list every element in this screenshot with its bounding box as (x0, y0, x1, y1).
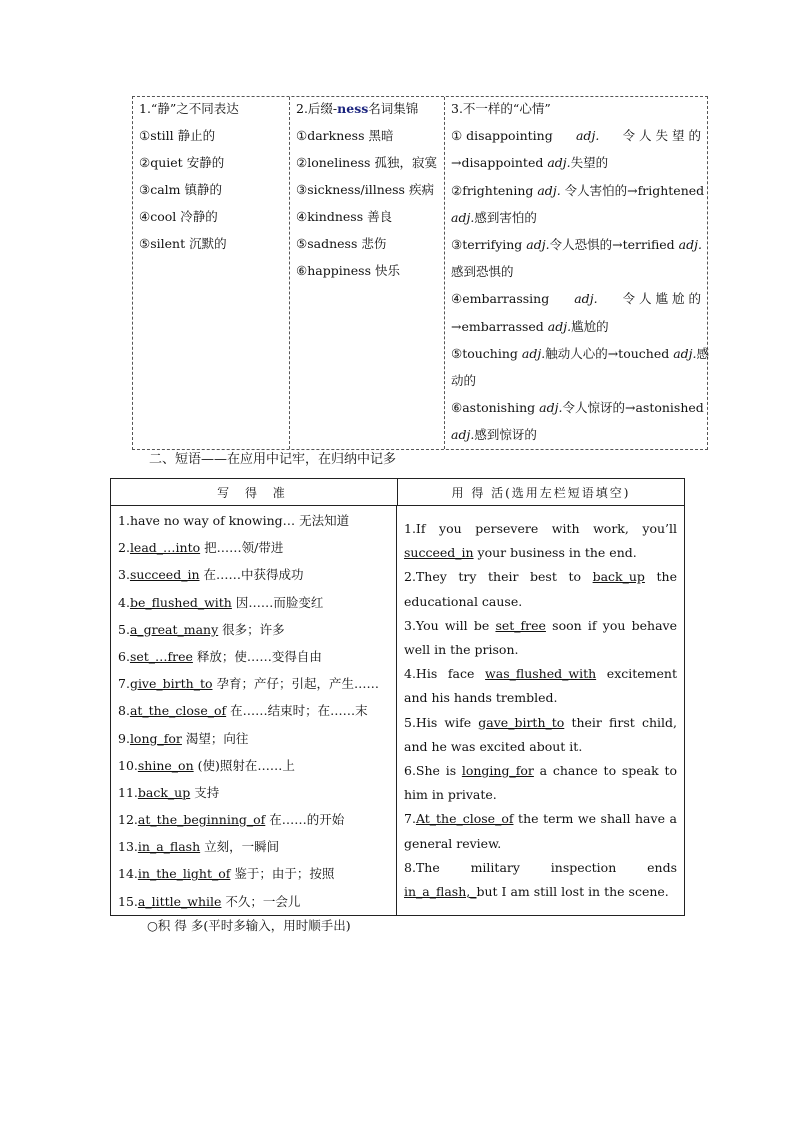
vocab-word: still (150, 128, 174, 143)
vocab-mood-line (451, 344, 710, 371)
sentence-answer: At_the_close_of (415, 811, 514, 827)
vocab-text: 令 人 尴 尬 的 (622, 291, 701, 307)
sentence-answer: longing_for (461, 763, 534, 779)
phrase-english: long_for (129, 730, 182, 746)
vocab-word: quiet (150, 155, 183, 170)
phrase-chinese: 孕育；产仔；引起，产生…… (216, 676, 379, 692)
phrase-english: shine_on (137, 757, 194, 773)
vocab-text: 动的 (451, 372, 477, 388)
vocab-text: 令人惊讶的→astonished (562, 400, 704, 416)
phrase-number: 10. (118, 757, 138, 773)
sentence-text: 1.If you persevere with work, you’ll (404, 521, 677, 536)
sentence-text: 3.You will be (404, 617, 496, 633)
pos-tag: adj. (537, 182, 561, 198)
sentence-list (397, 506, 684, 916)
vocab-mood-line (451, 181, 705, 208)
sentence-answer: back_up (592, 569, 645, 585)
vocab-text: 尴尬的 (571, 318, 609, 334)
exercise-sentence (404, 565, 677, 613)
phrase-number: 12. (118, 812, 138, 828)
vocab-col-title: 3.不一样的“心情” (451, 101, 551, 116)
sentence-text: excitement and his hands trembled. (404, 666, 677, 706)
phrase-number: 9. (118, 730, 130, 746)
phrase-number: 7. (118, 676, 130, 692)
vocab-num: ① (139, 128, 151, 143)
vocab-word: sadness (307, 236, 358, 251)
vocab-text: →embarrassed (451, 318, 548, 334)
vocab-item (139, 234, 289, 261)
vocab-num: ① (296, 128, 308, 143)
header-right: 用 得 活(选用左栏短语填空) (451, 485, 631, 500)
phrase-chinese: 渴望；向往 (185, 730, 249, 746)
exercise-sentence (404, 614, 677, 662)
vocab-item (139, 126, 289, 153)
pos-tag: adj. (451, 427, 475, 443)
vocab-item (296, 207, 444, 234)
phrase-english: back_up (137, 784, 191, 800)
vocab-item (296, 153, 444, 180)
vocab-col-jing (133, 97, 289, 449)
vocab-num: ② (139, 155, 151, 170)
phrase-chinese: 很多；许多 (222, 621, 285, 637)
vocab-mood-line (451, 398, 704, 425)
pos-tag: adj. (547, 155, 571, 171)
phrase-item (118, 511, 396, 538)
phrase-item (118, 729, 396, 756)
vocab-mood-line (451, 425, 701, 452)
section-title: 二、短语——在应用中记牢，在归纳中记多 (149, 452, 397, 467)
vocab-text: ⑥astonishing (451, 400, 540, 416)
pos-tag: adj. (574, 291, 598, 307)
vocab-meaning: 孤独，寂寞 (374, 155, 437, 170)
vocab-meaning: 冷静的 (180, 209, 218, 224)
phrase-chinese: 在……中获得成功 (203, 567, 304, 583)
phrase-english: be_flushed_with (129, 594, 232, 610)
vocab-meaning: 黑暗 (368, 128, 394, 143)
phrase-item (118, 538, 396, 565)
phrase-chinese: 释放；使……变得自由 (196, 648, 322, 664)
vocab-item (296, 261, 444, 288)
sentence-text: the educational cause. (404, 569, 677, 609)
vocab-word: loneliness (307, 155, 371, 170)
vocab-meaning: 悲伤 (361, 236, 387, 251)
phrase-chinese: 把……领/带进 (204, 540, 284, 556)
vocab-text: →disappointed (451, 155, 548, 171)
phrase-item (118, 701, 396, 728)
phrase-item (118, 647, 396, 674)
vocab-mood-line (451, 289, 701, 316)
phrase-chinese: 鉴于；由于；按照 (234, 866, 335, 882)
vocab-text: 失望的 (570, 155, 609, 171)
vocab-mood-line (451, 208, 701, 235)
vocab-num: ⑤ (296, 236, 308, 251)
sentence-text: the term we shall have a general review. (404, 811, 677, 851)
vocab-meaning: 镇静的 (184, 182, 223, 197)
phrase-chinese: 在……结束时；在……末 (230, 703, 368, 719)
phrase-english: a_little_while (137, 893, 222, 909)
phrase-number: 2. (118, 540, 130, 556)
sentence-text: 6.She is (404, 763, 462, 779)
phrase-item (118, 593, 396, 620)
vocab-item (139, 207, 289, 234)
sentence-text: 8.The military inspection ends (404, 859, 677, 875)
vocab-text: ③terrifying (451, 236, 527, 252)
header-left: 写 得 准 (111, 479, 398, 505)
sentence-text: but I am still lost in the scene. (476, 884, 669, 900)
exercise-sentence (404, 711, 677, 759)
phrase-number: 14. (118, 866, 138, 882)
vocab-text: 令 人 失 望 的 (622, 128, 701, 144)
vocab-num: ④ (139, 209, 151, 224)
phrase-english: set_…free (129, 648, 193, 664)
vocab-num: ③ (296, 182, 308, 197)
vocab-text: ②frightening (451, 182, 538, 198)
vocab-text: 感到害怕的 (474, 209, 537, 225)
phrase-chinese: 立刻，一瞬间 (204, 839, 280, 855)
pos-tag: adj. (526, 236, 550, 252)
phrase-item (118, 565, 396, 592)
sentence-text: their first child, and he was excited about it. (404, 714, 677, 754)
vocab-meaning: 快乐 (375, 263, 401, 278)
phrase-table-header (111, 479, 684, 506)
vocab-word: darkness (307, 128, 365, 143)
sentence-answer: succeed_in (404, 545, 474, 561)
sentence-text: your business in the end. (473, 545, 637, 561)
phrase-english: in_the_light_of (137, 866, 231, 882)
vocab-mood-line (451, 317, 701, 344)
vocab-text: ⑤touching (451, 345, 522, 361)
phrase-number: 8. (118, 703, 130, 719)
footer-note: ○积 得 多(平时多输入，用时顺手出) (147, 918, 351, 933)
vocab-col-title: 1.“静”之不同表达 (139, 101, 239, 116)
pos-tag: adj. (539, 400, 563, 416)
vocab-text: 感 (696, 345, 710, 361)
pos-tag: adj. (451, 209, 475, 225)
pos-tag: adj. (673, 345, 697, 361)
vocab-mood-line (451, 126, 701, 153)
phrase-item (118, 837, 396, 864)
pos-tag: adj. (547, 318, 572, 334)
phrase-item (118, 810, 396, 837)
phrase-english: have no way of knowing… (129, 513, 296, 528)
vocab-word: silent (150, 236, 186, 251)
vocab-text: 感到惊讶的 (474, 427, 537, 443)
pos-tag: adj. (521, 345, 546, 361)
phrase-number: 3. (118, 567, 130, 583)
phrase-number: 4. (118, 594, 130, 610)
phrase-number: 5. (118, 621, 130, 637)
vocab-mood-line (451, 262, 701, 289)
sentence-text: 4.His face (404, 666, 486, 682)
vocab-meaning: 疾病 (408, 182, 434, 197)
vocab-mood-line (451, 371, 701, 398)
sentence-text: 5.His wife (404, 714, 479, 730)
phrase-item (118, 674, 396, 701)
phrase-item (118, 620, 396, 647)
sentence-answer: was_flushed_with (485, 666, 597, 682)
vocab-col-mood (444, 97, 710, 449)
sentence-answer: in_a_flash,_ (404, 884, 477, 900)
phrase-english: succeed_in (129, 567, 200, 583)
phrase-number: 11. (118, 784, 138, 800)
vocab-item (139, 180, 289, 207)
phrase-table (110, 478, 685, 916)
vocab-meaning: 安静的 (186, 155, 225, 170)
phrase-number: 13. (118, 839, 138, 855)
phrase-number: 15. (118, 893, 138, 909)
vocab-text: 触动人心的→touched (545, 345, 674, 361)
vocab-num: ② (296, 155, 308, 170)
phrase-english: at_the_close_of (129, 703, 227, 719)
pos-tag: adj. (575, 128, 600, 144)
exercise-sentence (404, 807, 677, 855)
phrase-item (118, 783, 396, 810)
sentence-text: 2.They try their best to (404, 569, 593, 585)
phrase-item (118, 756, 396, 783)
vocab-col-ness (289, 97, 444, 449)
vocab-box (132, 96, 708, 450)
vocab-num: ③ (139, 182, 151, 197)
phrase-chinese: 不久；一会儿 (225, 893, 301, 909)
pos-tag: adj. (678, 236, 702, 252)
sentence-answer: set_free (495, 617, 546, 633)
vocab-word: kindness (307, 209, 364, 224)
phrase-english: at_the_beginning_of (137, 812, 266, 828)
vocab-word: cool (150, 209, 177, 224)
vocab-text: 感到恐惧的 (451, 264, 514, 280)
vocab-num: ⑤ (139, 236, 151, 251)
vocab-col-title: 2.后缀-ness名词集锦 (296, 101, 419, 116)
vocab-mood-line (451, 235, 701, 262)
phrase-chinese: 支持 (194, 784, 220, 800)
phrase-number: 1. (118, 513, 130, 528)
vocab-text: ④embarrassing (451, 291, 550, 307)
sentence-text: soon if you behave well in the prison. (404, 617, 677, 658)
vocab-text: 令人恐惧的→terrified (549, 236, 679, 252)
exercise-sentence (404, 856, 677, 904)
phrase-chinese: 在……的开始 (269, 812, 345, 828)
exercise-sentence (404, 759, 677, 807)
exercise-sentence (404, 517, 677, 565)
phrase-chinese: 无法知道 (299, 513, 350, 528)
vocab-word: happiness (307, 263, 372, 278)
vocab-item (296, 180, 444, 207)
phrase-number: 6. (118, 648, 130, 664)
phrase-english: a_great_many (129, 621, 219, 637)
phrase-item (118, 892, 396, 919)
phrase-item (118, 864, 396, 891)
vocab-num: ⑥ (296, 263, 308, 278)
vocab-text: 令人害怕的→frightened (560, 182, 705, 198)
phrase-chinese: (使)照射在……上 (197, 757, 295, 773)
phrase-english: give_birth_to (129, 676, 213, 692)
vocab-text: ① disappointing (451, 128, 553, 144)
vocab-word: calm (150, 182, 181, 197)
vocab-item (296, 126, 444, 153)
vocab-meaning: 沉默的 (189, 236, 227, 251)
vocab-item (139, 153, 289, 180)
phrase-table-body (111, 506, 684, 916)
phrase-english: lead_…into (129, 540, 201, 556)
vocab-word: sickness/illness (307, 182, 405, 197)
sentence-answer: gave_birth_to (478, 714, 565, 730)
sentence-text: 7. (404, 811, 416, 827)
vocab-num: ④ (296, 209, 308, 224)
sentence-text: a chance to speak to him in private. (404, 763, 677, 803)
vocab-mood-line (451, 153, 701, 180)
exercise-sentence (404, 662, 677, 710)
vocab-item (296, 234, 444, 261)
vocab-meaning: 善良 (367, 209, 393, 224)
phrase-chinese: 因……而脸变红 (235, 594, 324, 610)
phrase-english: in_a_flash (137, 839, 201, 855)
vocab-meaning: 静止的 (177, 128, 216, 143)
phrase-list (111, 506, 397, 916)
